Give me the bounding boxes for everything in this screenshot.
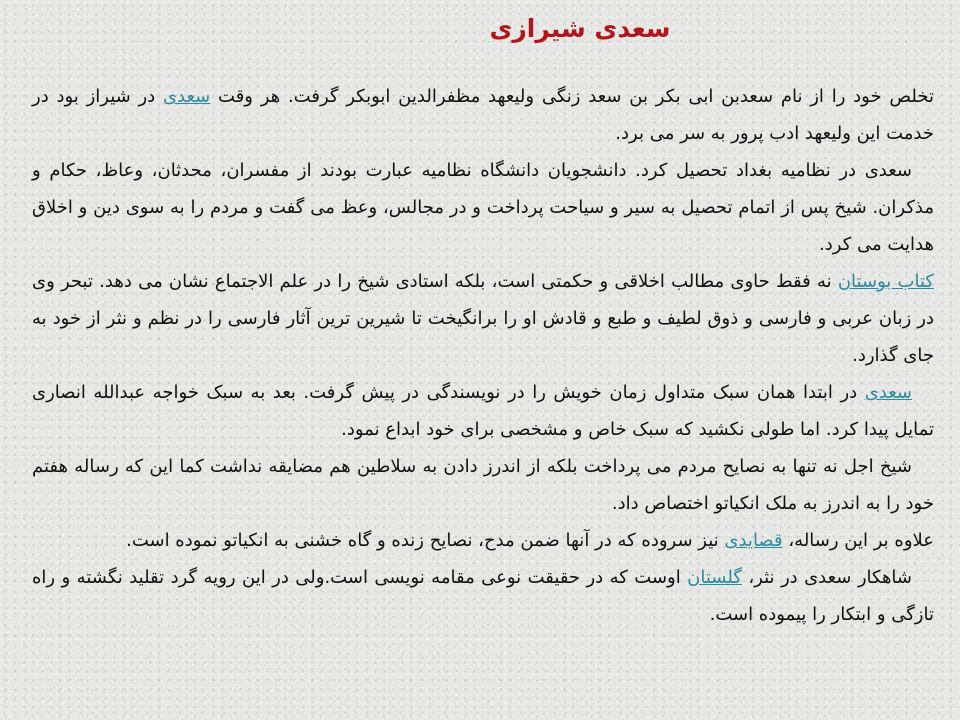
paragraph-qasaid <box>32 522 934 559</box>
paragraph-text: نیز سروده که در آنها ضمن مدح، نصایح زنده و گاه خشنی به انکیاتو نموده است. <box>126 530 725 551</box>
saadi-link[interactable]: سعدی <box>162 86 211 107</box>
slide-title: سعدی شیرازی <box>489 14 671 43</box>
boostan-link[interactable]: کتاب بوستان <box>837 271 934 292</box>
qasaid-link[interactable]: قصایدی <box>724 530 783 551</box>
paragraph-text: اوست که در حقیقت نوعی مقامه نویسی است.ولی در این رویه گرد تقلید نگشته و راه تازگی و ابتکار را پیموده است. <box>32 567 934 625</box>
paragraph-style <box>32 374 934 448</box>
paragraph-text: شیخ اجل نه تنها به نصایح مردم می پرداخت بلکه از اندرز دادن به سلاطین هم مضایقه نداشت کما این که رساله هفتم خود را به اندرز به ملک انکیاتو اختصاص داد. <box>32 456 934 514</box>
paragraph-text: شاهکار سعدی در نثر، <box>741 567 912 588</box>
saadi-link[interactable]: سعدی <box>864 382 912 403</box>
paragraph-advice <box>32 448 934 522</box>
paragraph-text: نه فقط حاوی مطالب اخلاقی و حکمتی است، بلکه استادی شیخ را در علم الاجتماع نشان می دهد. تبحر وی در زبان عربی و فارسی و ذوق لطیف و طبع و قادش او را برانگیخت تا شیرین ترین آثار فارسی را در نظم و نثر از خود به جای گذارد. <box>32 271 934 366</box>
paragraph-text: تخلص خود را از نام سعدبن ابی بکر بن سعد زنگی ولیعهد مظفرالدین ابوبکر گرفت. هر وقت <box>210 86 935 107</box>
paragraph-text: در ابتدا همان سبک متداول زمان خویش را در نویسندگی در پیش گرفت. بعد به سبک خواجه عبدالله انصاری تمایل پیدا کرد. اما طولی نکشید که سبک خاص و مشخصی برای خود ابداع نمود. <box>32 382 934 440</box>
paragraph-boostan <box>32 263 934 374</box>
slide-body <box>32 78 934 633</box>
paragraph-takhallos <box>32 78 934 152</box>
paragraph-text: سعدی در نظامیه بغداد تحصیل کرد. دانشجویان دانشگاه نظامیه عبارت بودند از مفسران، محدثان، وعاظ، حکام و مذکران. شیخ پس از اتمام تحصیل به سیر و سیاحت پرداخت و در مجالس، وعظ می گفت و مردم را به سوی دین و اخلاق هدایت می کرد. <box>32 160 934 255</box>
paragraph-golestan <box>32 559 934 633</box>
paragraph-text: در شیراز بود در خدمت این ولیعهد ادب پرور به سر می برد. <box>32 86 934 144</box>
paragraph-nezamieh <box>32 152 934 263</box>
paragraph-text: علاوه بر این رساله، <box>782 530 934 551</box>
golestan-link[interactable]: گلستان <box>687 567 742 588</box>
